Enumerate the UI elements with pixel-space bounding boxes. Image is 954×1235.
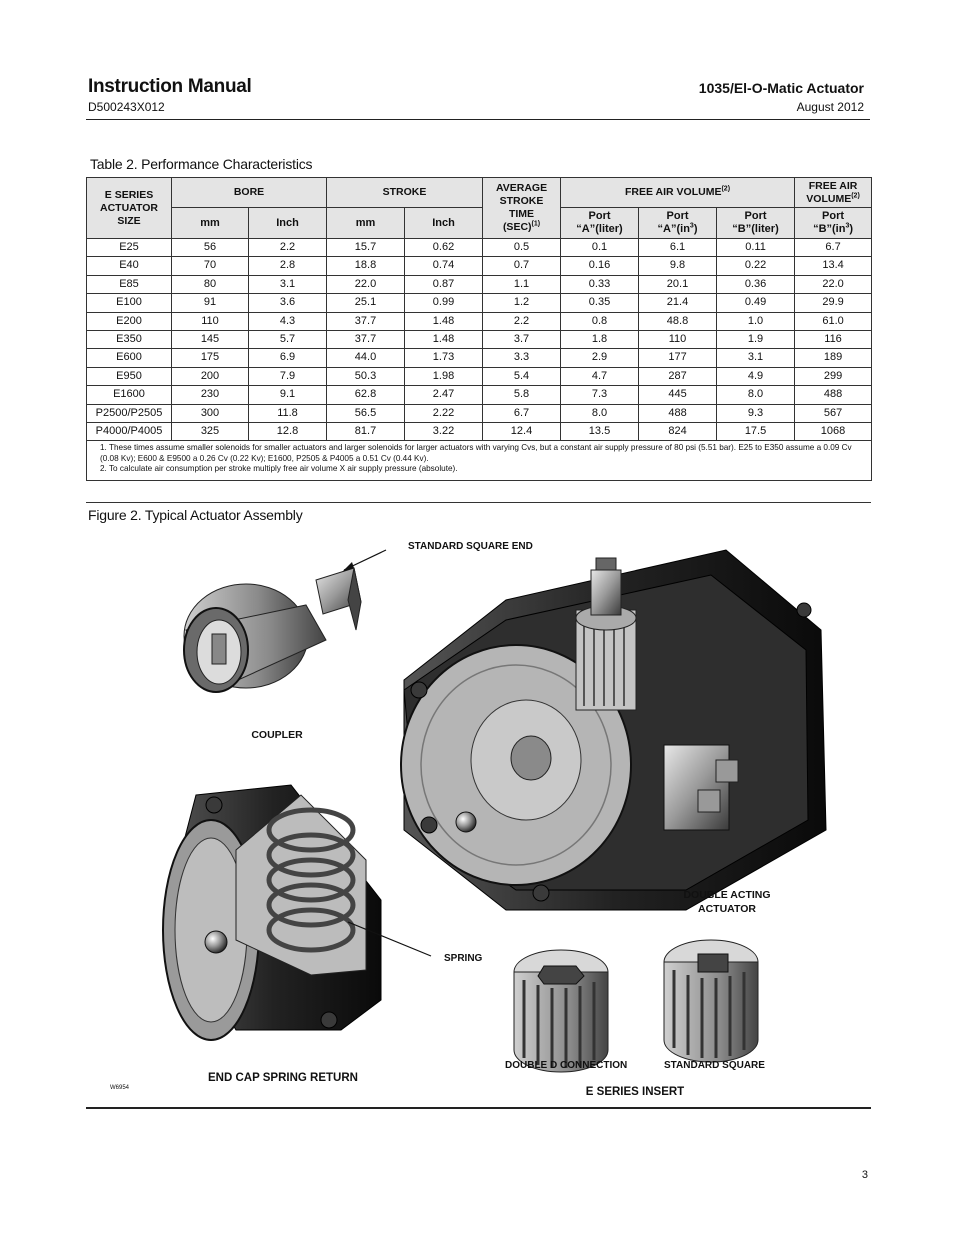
table-cell: 56 xyxy=(172,239,249,257)
table-row xyxy=(87,257,872,275)
sub-header-bore-inch: Inch xyxy=(249,208,327,239)
coupler-drawing xyxy=(184,568,361,692)
table-cell: 0.5 xyxy=(483,239,561,257)
table-cell: 1.2 xyxy=(483,294,561,312)
table-cell: 2.22 xyxy=(405,404,483,422)
table-cell: 22.0 xyxy=(795,275,872,293)
table-cell: 0.1 xyxy=(561,239,639,257)
table-cell: 22.0 xyxy=(327,275,405,293)
page-number: 3 xyxy=(861,1169,868,1181)
table-cell: 300 xyxy=(172,404,249,422)
actuator-size-cell: E600 xyxy=(87,349,172,367)
actuator-size-cell: E350 xyxy=(87,331,172,349)
table-cell: 48.8 xyxy=(639,312,717,330)
manual-title: Instruction Manual xyxy=(88,76,252,97)
actuator-size-cell: P2500/P2505 xyxy=(87,404,172,422)
table-cell: 6.9 xyxy=(249,349,327,367)
table-cell: 1.48 xyxy=(405,331,483,349)
table-cell: 824 xyxy=(639,423,717,441)
table-cell: 230 xyxy=(172,386,249,404)
actuator-assembly-illustration xyxy=(86,530,871,1100)
table-cell: 1.8 xyxy=(561,331,639,349)
col-header-free-air-volume-2: FREE AIR VOLUME$^{(2)}$ xyxy=(795,178,872,208)
table-cell: 11.8 xyxy=(249,404,327,422)
table-cell: 175 xyxy=(172,349,249,367)
table-cell: 488 xyxy=(795,386,872,404)
table-notes xyxy=(87,441,872,481)
table-cell: 0.99 xyxy=(405,294,483,312)
table-cell: 37.7 xyxy=(327,331,405,349)
table-caption: Table 2. Performance Characteristics xyxy=(90,156,313,172)
table-cell: 9.3 xyxy=(717,404,795,422)
table-cell: 9.1 xyxy=(249,386,327,404)
table-cell: 50.3 xyxy=(327,367,405,385)
table-cell: 1068 xyxy=(795,423,872,441)
label-double-d-connection: DOUBLE D CONNECTION xyxy=(505,1060,628,1071)
table-row xyxy=(87,331,872,349)
table-cell: 3.7 xyxy=(483,331,561,349)
sub-header-stroke-inch: Inch xyxy=(405,208,483,239)
table-cell: 445 xyxy=(639,386,717,404)
sub-header-port-b-in3: Port “$B”(in^3)$ xyxy=(795,208,872,239)
table-cell: 7.9 xyxy=(249,367,327,385)
product-name: 1035/El-O-Matic Actuator xyxy=(698,80,864,96)
header-divider xyxy=(86,119,870,120)
table-cell: 5.8 xyxy=(483,386,561,404)
double-acting-actuator-drawing xyxy=(401,550,826,910)
table-cell: 3.6 xyxy=(249,294,327,312)
table-cell: 8.0 xyxy=(717,386,795,404)
col-header-stroke-time: AVERAGE STROKE TIME (SEC)$^{(1)}$ xyxy=(483,178,561,239)
actuator-size-cell: E200 xyxy=(87,312,172,330)
table-cell: 2.9 xyxy=(561,349,639,367)
col-header-free-air-volume: FREE AIR VOLUME$^{(2)}$ xyxy=(561,178,795,208)
standard-square-insert-drawing xyxy=(664,940,758,1062)
table-cell: 12.4 xyxy=(483,423,561,441)
table-cell: 4.9 xyxy=(717,367,795,385)
col-header-stroke: STROKE xyxy=(327,178,483,208)
col-header-bore: BORE xyxy=(172,178,327,208)
table-cell: 17.5 xyxy=(717,423,795,441)
actuator-size-cell: E1600 xyxy=(87,386,172,404)
table-note-2: 2. To calculate air consumption per stroke multiply free air volume X air supply pressure (absolute). xyxy=(100,464,458,474)
table-cell: 0.87 xyxy=(405,275,483,293)
figure-caption: Figure 2. Typical Actuator Assembly xyxy=(88,507,303,523)
table-cell: 15.7 xyxy=(327,239,405,257)
table-cell: 0.36 xyxy=(717,275,795,293)
figure-code: W6954 xyxy=(110,1085,130,1091)
table-cell: 61.0 xyxy=(795,312,872,330)
label-end-cap-spring-return: END CAP SPRING RETURN xyxy=(208,1072,358,1084)
table-cell: 56.5 xyxy=(327,404,405,422)
publication-date: August 2012 xyxy=(796,100,864,114)
table-row xyxy=(87,367,872,385)
table-row xyxy=(87,275,872,293)
figure-bottom-divider xyxy=(86,1107,871,1109)
table-cell: 2.47 xyxy=(405,386,483,404)
table-cell: 20.1 xyxy=(639,275,717,293)
table-cell: 1.9 xyxy=(717,331,795,349)
performance-table xyxy=(86,177,872,481)
table-cell: 37.7 xyxy=(327,312,405,330)
table-cell: 3.1 xyxy=(249,275,327,293)
table-cell: 0.16 xyxy=(561,257,639,275)
table-cell: 5.7 xyxy=(249,331,327,349)
table-cell: 116 xyxy=(795,331,872,349)
table-cell: 5.4 xyxy=(483,367,561,385)
table-cell: 21.4 xyxy=(639,294,717,312)
table-cell: 62.8 xyxy=(327,386,405,404)
table-cell: 18.8 xyxy=(327,257,405,275)
table-cell: 0.33 xyxy=(561,275,639,293)
table-cell: 4.3 xyxy=(249,312,327,330)
table-cell: 29.9 xyxy=(795,294,872,312)
table-cell: 189 xyxy=(795,349,872,367)
table-cell: 3.3 xyxy=(483,349,561,367)
actuator-size-cell: P4000/P4005 xyxy=(87,423,172,441)
table-cell: 25.1 xyxy=(327,294,405,312)
table-row xyxy=(87,404,872,422)
table-row xyxy=(87,294,872,312)
actuator-size-cell: E40 xyxy=(87,257,172,275)
table-cell: 1.98 xyxy=(405,367,483,385)
actuator-size-cell: E950 xyxy=(87,367,172,385)
table-cell: 567 xyxy=(795,404,872,422)
table-cell: 1.73 xyxy=(405,349,483,367)
table-cell: 0.11 xyxy=(717,239,795,257)
label-double-acting-actuator: DOUBLE ACTING ACTUATOR xyxy=(683,889,771,915)
label-standard-square-end: STANDARD SQUARE END xyxy=(408,541,533,552)
sub-header-port-b-liter: Port “B”(liter) xyxy=(717,208,795,239)
label-standard-square: STANDARD SQUARE xyxy=(664,1060,765,1071)
label-e-series-insert: E SERIES INSERT xyxy=(585,1086,685,1098)
table-cell: 12.8 xyxy=(249,423,327,441)
table-cell: 2.2 xyxy=(249,239,327,257)
table-row xyxy=(87,423,872,441)
table-cell: 2.8 xyxy=(249,257,327,275)
actuator-size-cell: E25 xyxy=(87,239,172,257)
end-cap-spring-return-drawing xyxy=(163,785,381,1040)
table-row xyxy=(87,349,872,367)
table-cell: 177 xyxy=(639,349,717,367)
sub-header-bore-mm: mm xyxy=(172,208,249,239)
table-row xyxy=(87,239,872,257)
table-bottom-divider xyxy=(86,502,871,503)
table-cell: 13.4 xyxy=(795,257,872,275)
table-cell: 0.74 xyxy=(405,257,483,275)
table-cell: 4.7 xyxy=(561,367,639,385)
table-cell: 299 xyxy=(795,367,872,385)
sub-header-stroke-mm: mm xyxy=(327,208,405,239)
table-cell: 7.3 xyxy=(561,386,639,404)
table-cell: 110 xyxy=(639,331,717,349)
table-cell: 70 xyxy=(172,257,249,275)
table-cell: 8.0 xyxy=(561,404,639,422)
table-cell: 13.5 xyxy=(561,423,639,441)
sub-header-port-a-liter: Port “A”(liter) xyxy=(561,208,639,239)
table-cell: 200 xyxy=(172,367,249,385)
table-cell: 0.8 xyxy=(561,312,639,330)
table-cell: 325 xyxy=(172,423,249,441)
table-cell: 0.35 xyxy=(561,294,639,312)
table-cell: 6.1 xyxy=(639,239,717,257)
table-cell: 2.2 xyxy=(483,312,561,330)
table-cell: 110 xyxy=(172,312,249,330)
table-cell: 3.1 xyxy=(717,349,795,367)
table-row xyxy=(87,386,872,404)
table-cell: 81.7 xyxy=(327,423,405,441)
table-cell: 6.7 xyxy=(483,404,561,422)
table-cell: 80 xyxy=(172,275,249,293)
actuator-size-cell: E100 xyxy=(87,294,172,312)
table-cell: 1.1 xyxy=(483,275,561,293)
table-cell: 0.49 xyxy=(717,294,795,312)
table-cell: 3.22 xyxy=(405,423,483,441)
table-cell: 9.8 xyxy=(639,257,717,275)
table-cell: 488 xyxy=(639,404,717,422)
table-cell: 1.0 xyxy=(717,312,795,330)
table-notes-row xyxy=(87,441,872,481)
table-note-1: 1. These times assume smaller solenoids for smaller actuators and larger solenoids for larger actuators with varying Cvs, but a constant air supply pressure of 80 psi (5.51 bar). E25 to E350 assume a 0.09 Cv (0.08 Kv); E600 & E9500 a 0.26 Cv (0.22 Kv); E1600, P2505 & P4005 a 0.51 Cv (0.44 Kv). xyxy=(100,443,852,463)
table-cell: 287 xyxy=(639,367,717,385)
document-number: D500243X012 xyxy=(88,100,165,114)
table-cell: 0.22 xyxy=(717,257,795,275)
label-coupler: COUPLER xyxy=(251,729,303,741)
col-header-size: E SERIES ACTUATOR SIZE xyxy=(87,178,172,239)
table-cell: 0.62 xyxy=(405,239,483,257)
label-spring: SPRING xyxy=(444,953,483,964)
sub-header-port-a-in3: Port “$A”(in^3)$ xyxy=(639,208,717,239)
actuator-size-cell: E85 xyxy=(87,275,172,293)
table-cell: 91 xyxy=(172,294,249,312)
double-d-insert-drawing xyxy=(514,950,608,1072)
table-cell: 6.7 xyxy=(795,239,872,257)
table-cell: 44.0 xyxy=(327,349,405,367)
table-cell: 0.7 xyxy=(483,257,561,275)
table-cell: 1.48 xyxy=(405,312,483,330)
table-row xyxy=(87,312,872,330)
table-cell: 145 xyxy=(172,331,249,349)
